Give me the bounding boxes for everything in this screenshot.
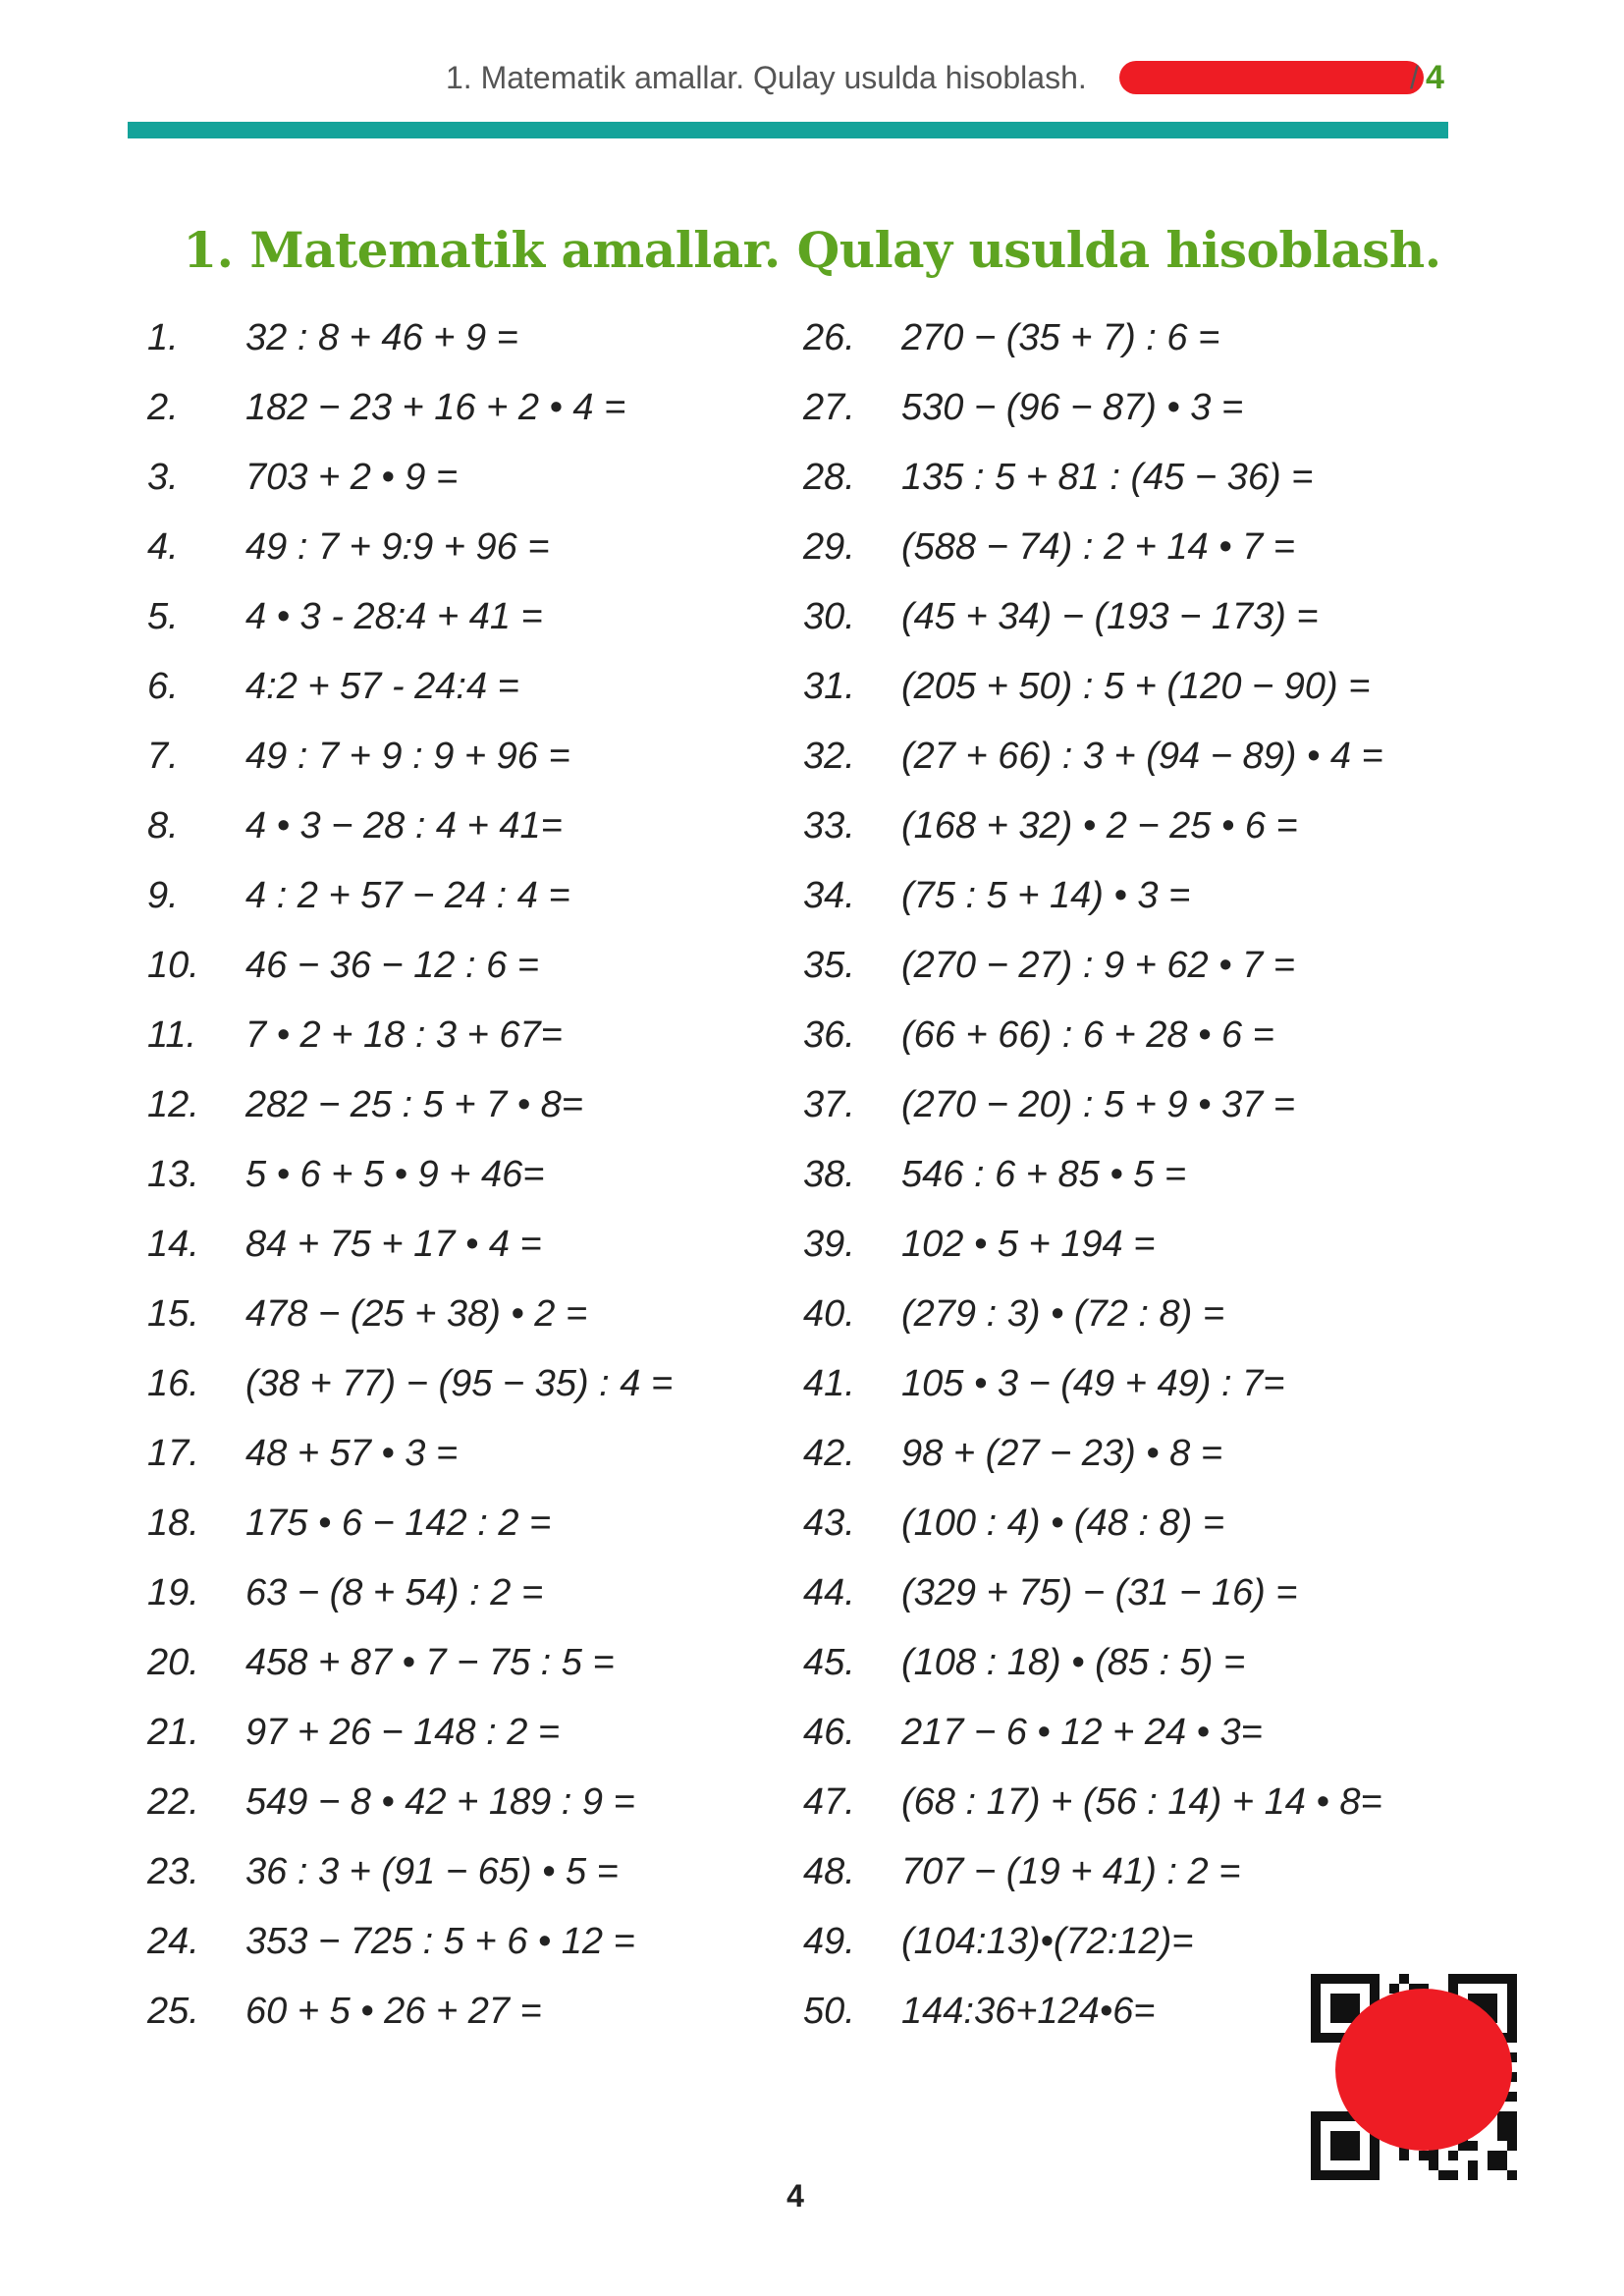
exercise-expression: (329 + 75) − (31 − 16) = [901, 1572, 1298, 1613]
exercise-expression: (279 : 3) • (72 : 8) = [901, 1293, 1225, 1335]
exercise-number: 34. [803, 875, 855, 916]
exercise-number: 50. [803, 1991, 855, 2032]
exercise-expression: 49 : 7 + 9:9 + 96 = [245, 526, 550, 568]
exercise-number: 44. [803, 1572, 855, 1613]
exercise-number: 4. [147, 526, 179, 568]
exercise-number: 39. [803, 1224, 855, 1265]
exercise-number: 20. [147, 1642, 199, 1683]
exercise-number: 38. [803, 1154, 855, 1195]
exercise-number: 42. [803, 1433, 855, 1474]
exercise-number: 43. [803, 1503, 855, 1544]
exercise-expression: 46 − 36 − 12 : 6 = [245, 945, 539, 986]
page-number-footer: 4 [786, 2178, 804, 2214]
exercise-expression: (75 : 5 + 14) • 3 = [901, 875, 1191, 916]
exercise-expression: 5 • 6 + 5 • 9 + 46= [245, 1154, 545, 1195]
exercise-expression: 7 • 2 + 18 : 3 + 67= [245, 1014, 563, 1056]
exercise-number: 10. [147, 945, 199, 986]
running-header-title: 1. Matematik amallar. Qulay usulda hisoblash. [446, 60, 1087, 95]
exercise-expression: (27 + 66) : 3 + (94 − 89) • 4 = [901, 736, 1383, 777]
exercise-expression: 4 • 3 - 28:4 + 41 = [245, 596, 543, 637]
exercise-expression: 458 + 87 • 7 − 75 : 5 = [245, 1642, 615, 1683]
qr-redaction-mark [1335, 1989, 1512, 2151]
exercise-number: 33. [803, 805, 855, 847]
exercise-number: 13. [147, 1154, 199, 1195]
exercise-number: 6. [147, 666, 179, 707]
exercise-expression: 478 − (25 + 38) • 2 = [245, 1293, 588, 1335]
header-divider-bar [128, 122, 1448, 138]
exercise-number: 35. [803, 945, 855, 986]
exercise-number: 25. [147, 1991, 199, 2032]
exercise-expression: 217 − 6 • 12 + 24 • 3= [901, 1712, 1263, 1753]
exercise-number: 22. [147, 1781, 199, 1823]
exercise-number: 3. [147, 457, 179, 498]
exercise-number: 45. [803, 1642, 855, 1683]
exercise-expression: (68 : 17) + (56 : 14) + 14 • 8= [901, 1781, 1382, 1823]
exercise-number: 7. [147, 736, 179, 777]
exercise-number: 11. [147, 1014, 197, 1056]
exercise-number: 15. [147, 1293, 199, 1335]
exercise-number: 32. [803, 736, 855, 777]
exercise-expression: 530 − (96 − 87) • 3 = [901, 387, 1244, 428]
exercise-number: 12. [147, 1084, 199, 1125]
exercise-number: 24. [147, 1921, 199, 1962]
exercise-number: 18. [147, 1503, 199, 1544]
exercise-expression: (270 − 20) : 5 + 9 • 37 = [901, 1084, 1295, 1125]
exercise-number: 37. [803, 1084, 855, 1125]
exercise-number: 19. [147, 1572, 199, 1613]
exercise-expression: 105 • 3 − (49 + 49) : 7= [901, 1363, 1285, 1404]
header-redaction-mark [1119, 61, 1424, 94]
exercise-number: 1. [147, 317, 179, 358]
exercise-expression: 60 + 5 • 26 + 27 = [245, 1991, 542, 2032]
exercise-expression: 270 − (35 + 7) : 6 = [901, 317, 1220, 358]
exercise-expression: 175 • 6 − 142 : 2 = [245, 1503, 552, 1544]
exercise-expression: 4 • 3 − 28 : 4 + 41= [245, 805, 563, 847]
page-title: 1. Matematik amallar. Qulay usulda hisoblash. [183, 221, 1441, 279]
exercise-expression: (168 + 32) • 2 − 25 • 6 = [901, 805, 1298, 847]
exercise-expression: 97 + 26 − 148 : 2 = [245, 1712, 561, 1753]
exercise-expression: 282 − 25 : 5 + 7 • 8= [245, 1084, 583, 1125]
exercise-number: 47. [803, 1781, 855, 1823]
exercise-number: 46. [803, 1712, 855, 1753]
exercise-expression: 36 : 3 + (91 − 65) • 5 = [245, 1851, 619, 1892]
exercise-number: 16. [147, 1363, 199, 1404]
exercise-number: 40. [803, 1293, 855, 1335]
exercise-number: 48. [803, 1851, 855, 1892]
header-slash: / [1410, 60, 1419, 95]
exercise-expression: 102 • 5 + 194 = [901, 1224, 1156, 1265]
running-header [0, 57, 1453, 98]
exercise-number: 8. [147, 805, 179, 847]
exercise-number: 30. [803, 596, 855, 637]
exercise-expression: 98 + (27 − 23) • 8 = [901, 1433, 1223, 1474]
exercise-expression: 63 − (8 + 54) : 2 = [245, 1572, 544, 1613]
exercise-expression: 48 + 57 • 3 = [245, 1433, 459, 1474]
exercise-number: 2. [147, 387, 179, 428]
exercise-expression: (104:13)•(72:12)= [901, 1921, 1194, 1962]
exercise-number: 27. [803, 387, 855, 428]
exercise-expression: (45 + 34) − (193 − 173) = [901, 596, 1319, 637]
exercise-number: 21. [147, 1712, 199, 1753]
exercise-expression: (38 + 77) − (95 − 35) : 4 = [245, 1363, 674, 1404]
exercise-expression: 144:36+124•6= [901, 1991, 1156, 2032]
exercise-expression: 703 + 2 • 9 = [245, 457, 459, 498]
exercise-number: 17. [147, 1433, 199, 1474]
exercise-expression: 707 − (19 + 41) : 2 = [901, 1851, 1241, 1892]
exercise-expression: (108 : 18) • (85 : 5) = [901, 1642, 1246, 1683]
exercise-number: 23. [147, 1851, 199, 1892]
exercise-number: 31. [803, 666, 855, 707]
exercise-expression: 32 : 8 + 46 + 9 = [245, 317, 518, 358]
exercise-expression: 4:2 + 57 - 24:4 = [245, 666, 519, 707]
exercise-number: 49. [803, 1921, 855, 1962]
exercise-expression: (100 : 4) • (48 : 8) = [901, 1503, 1225, 1544]
exercise-number: 14. [147, 1224, 199, 1265]
exercise-expression: (588 − 74) : 2 + 14 • 7 = [901, 526, 1295, 568]
header-page-number: 4 [1426, 59, 1444, 96]
exercise-expression: (205 + 50) : 5 + (120 − 90) = [901, 666, 1371, 707]
exercise-number: 41. [803, 1363, 855, 1404]
exercise-expression: 182 − 23 + 16 + 2 • 4 = [245, 387, 626, 428]
exercise-expression: 84 + 75 + 17 • 4 = [245, 1224, 542, 1265]
exercise-expression: (66 + 66) : 6 + 28 • 6 = [901, 1014, 1274, 1056]
exercise-number: 5. [147, 596, 179, 637]
exercise-number: 9. [147, 875, 179, 916]
exercise-number: 28. [803, 457, 855, 498]
exercise-expression: 135 : 5 + 81 : (45 − 36) = [901, 457, 1314, 498]
exercise-expression: 49 : 7 + 9 : 9 + 96 = [245, 736, 570, 777]
exercise-expression: 353 − 725 : 5 + 6 • 12 = [245, 1921, 635, 1962]
exercise-expression: 549 − 8 • 42 + 189 : 9 = [245, 1781, 635, 1823]
exercise-number: 36. [803, 1014, 855, 1056]
exercise-expression: 546 : 6 + 85 • 5 = [901, 1154, 1187, 1195]
exercise-number: 26. [803, 317, 855, 358]
exercise-number: 29. [803, 526, 855, 568]
exercise-expression: 4 : 2 + 57 − 24 : 4 = [245, 875, 570, 916]
exercise-expression: (270 − 27) : 9 + 62 • 7 = [901, 945, 1295, 986]
